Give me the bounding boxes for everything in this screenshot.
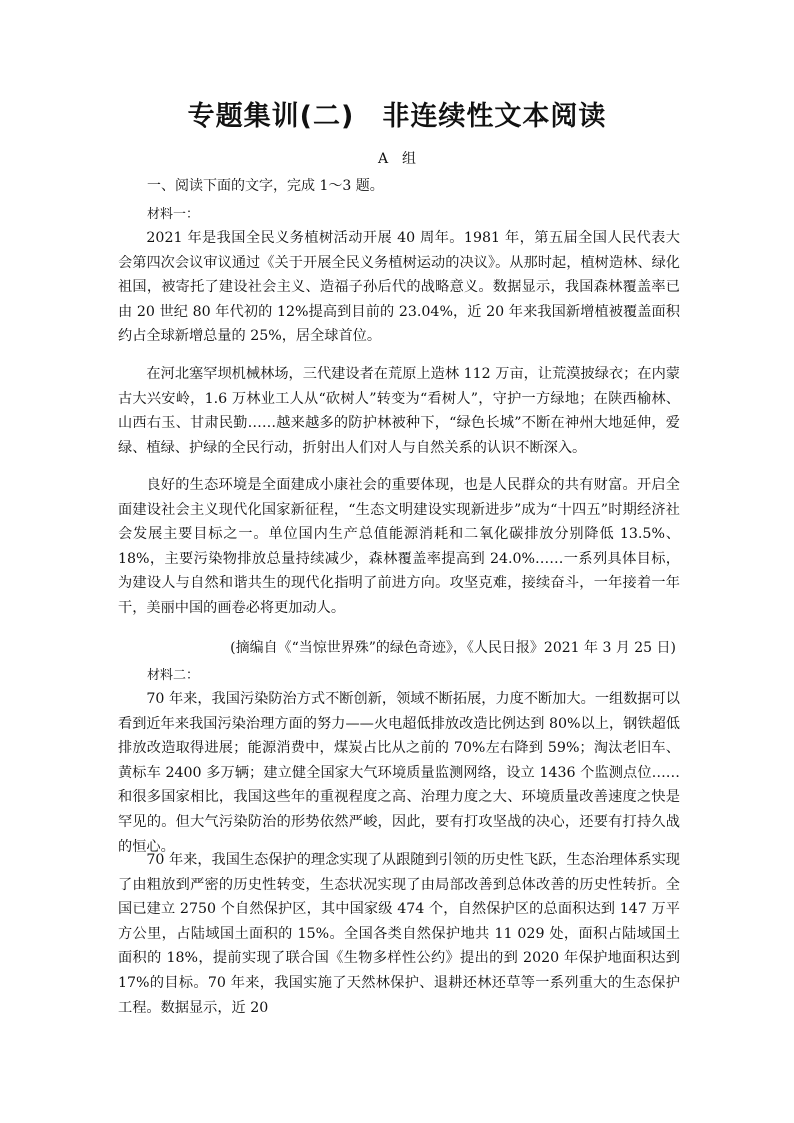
material-two-paragraph-2: 70 年来，我国生态保护的理念实现了从跟随到引领的历史性飞跃，生态治理体系实现了由粗放到严密的历史性转变，生态状况实现了由局部改善到总体改善的历史性转折。全国已建立 2750 个自然保护区，其中国家级 474 个，自然保护区的总面积达到 147 万平方公里，占陆域国土面积的 15%。全国各类自然保护地共 11 029 处，面积占陆域国土面积的 18%，提前实现了联合国《生物多样性公约》提出的到 2020 年保护地面积达到 17%的目标。70 年来，我国实施了天然林保护、退耕还林还草等一系列重大的生态保护工程。数据显示，近 20 bbox=[118, 852, 680, 1016]
group-label: A 组 bbox=[377, 151, 417, 167]
material-two-label: 材料二： bbox=[147, 668, 200, 683]
material-one-paragraph-1: 2021 年是我国全民义务植树活动开展 40 周年。1981 年，第五届全国人民代表大会第四次会议审议通过《关于开展全民义务植树运动的决议》。从那时起，植树造林、绿化祖国，被寄托了建设社会主义、造福子孙后代的战略意义。数据显示，我国森林覆盖率已由 20 世纪 80 年代初的 12%提高到目前的 23.04%，近 20 年来我国新增植被覆盖面积约占全球新增总量的 25%，居全球首位。 bbox=[118, 230, 680, 345]
material-one-paragraph-3: 良好的生态环境是全面建成小康社会的重要体现，也是人民群众的共有财富。开启全面建设社会主义现代化国家新征程，“生态文明建设实现新进步”成为“十四五”时期经济社会发展主要目标之一。单位国内生产总值能源消耗和二氧化碳排放分别降低 13.5%、18%，主要污染物排放总量持续减少，森林覆盖率提高到 24.0%……一系列具体目标，为建设人与自然和谐共生的现代化指明了前进方向。攻坚克难，接续奋斗，一年接着一年干，美丽中国的画卷必将更加动人。 bbox=[118, 477, 680, 616]
material-one-label: 材料一： bbox=[147, 207, 200, 222]
material-one-paragraph-2: 在河北塞罕坝机械林场，三代建设者在荒原上造林 112 万亩，让荒漠披绿衣；在内蒙古大兴安岭，1.6 万林业工人从“砍树人”转变为“看树人”，守护一方绿地；在陕西榆林、山西右玉、甘肃民勤……越来越多的防护林被种下，“绿色长城”不断在神州大地延伸，爱绿、植绿、护绿的全民行动，折射出人们对人与自然关系的认识不断深入。 bbox=[118, 366, 680, 456]
material-two-paragraph-1: 70 年来，我国污染防治方式不断创新，领域不断拓展，力度不断加大。一组数据可以看到近年来我国污染治理方面的努力——火电超低排放改造比例达到 80%以上，钢铁超低排放改造取得进展；能源消费中，煤炭占比从之前的 70%左右降到 59%；淘汰老旧车、黄标车 2400 多万辆；建立健全国家大气环境质量监测网络，设立 1436 个监测点位……和很多国家相比，我国这些年的重视程度之高、治理力度之大、环境质量改善速度之快是罕见的。但大气污染防治的形势依然严峻，因此，要有打攻坚战的决心，还要有打持久战的恒心。 bbox=[118, 691, 680, 855]
page-title: 专题集训(二) 非连续性文本阅读 bbox=[187, 101, 607, 132]
question-intro: 一、阅读下面的文字，完成 1～3 题。 bbox=[147, 178, 384, 194]
material-one-source: (摘编自《“当惊世界殊”的绿色奇迹》，《人民日报》2021 年 3 月 25 日) bbox=[230, 640, 676, 656]
